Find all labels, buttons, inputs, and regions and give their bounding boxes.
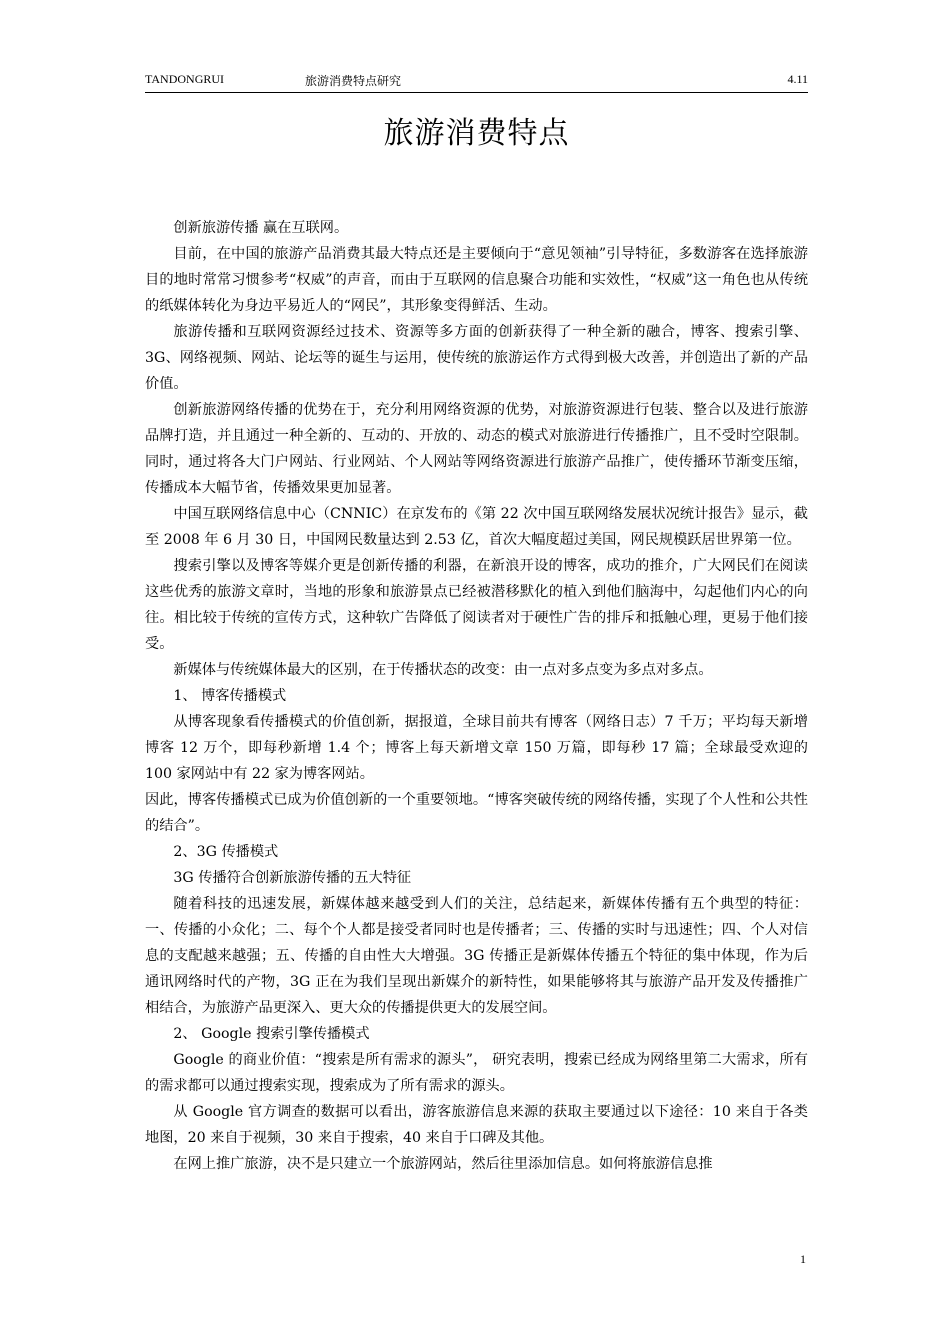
paragraph: 目前，在中国的旅游产品消费其最大特点还是主要倾向于“意见领袖”引导特征，多数游客在选择旅游目的地时常常习惯参考“权威”的声音，而由于互联网的信息聚合功能和实效性，“权威”这一角色也从传统的纸媒体转化为身边平易近人的“网民”，其形象变得鲜活、生动。 bbox=[145, 246, 809, 314]
header-version: 4.11 bbox=[787, 72, 808, 86]
paragraph: 创新旅游传播 赢在互联网。 bbox=[173, 220, 349, 236]
page-header bbox=[145, 72, 808, 93]
paragraph: 创新旅游网络传播的优势在于，充分利用网络资源的优势，对旅游资源进行包装、整合以及进行旅游品牌打造，并且通过一种全新的、互动的、开放的、动态的模式对旅游进行传播推广，且不受时空限制。同时，通过将各大门户网站、行业网站、个人网站等网络资源进行旅游产品推广，使传播环节渐变压缩，传播成本大幅节省，传播效果更加显著。 bbox=[145, 402, 808, 496]
header-doc-title: 旅游消费特点研究 bbox=[305, 74, 402, 88]
paragraph: 2、3G 传播模式 bbox=[173, 844, 279, 860]
paragraph: 从 Google 官方调查的数据可以看出，游客旅游信息来源的获取主要通过以下途径：10 来自于各类地图，20 来自于视频，30 来自于搜索，40 来自于口碑及其他。 bbox=[145, 1104, 808, 1146]
paragraph: 搜索引擎以及博客等媒介更是创新传播的利器，在新浪开设的博客，成功的推介，广大网民们在阅读这些优秀的旅游文章时，当地的形象和旅游景点已经被潜移默化的植入到他们脑海中，勾起他们内心的向往。相比较于传统的宣传方式，这种软广告降低了阅读者对于硬性广告的排斥和抵触心理，更易于他们接受。 bbox=[145, 558, 808, 652]
paragraph: 随着科技的迅速发展，新媒体越来越受到人们的关注，总结起来，新媒体传播有五个典型的特征：一、传播的小众化；二、每个个人都是接受者同时也是传播者；三、传播的实时与迅速性；四、个人对信息的支配越来越强；五、传播的自由性大大增强。3G 传播正是新媒体传播五个特征的集中体现，作为后通讯网络时代的产物，3G 正在为我们呈现出新媒介的新特性，如果能够将其与旅游产品开发及传播推广相结合，为旅游产品更深入、更大众的传播提供更大的发展空间。 bbox=[145, 896, 808, 1016]
paragraph: 旅游传播和互联网资源经过技术、资源等多方面的创新获得了一种全新的融合，博客、搜索引擎、3G、网络视频、网站、论坛等的诞生与运用，使传统的旅游运作方式得到极大改善，并创造出了新的产品价值。 bbox=[145, 324, 808, 392]
paragraph: 因此，博客传播模式已成为价值创新的一个重要领地。“博客突破传统的网络传播，实现了个人性和公共性的结合”。 bbox=[145, 792, 808, 834]
paragraph: Google 的商业价值：“搜索是所有需求的源头”， 研究表明，搜索已经成为网络里第二大需求，所有的需求都可以通过搜索实现，搜索成为了所有需求的源头。 bbox=[145, 1052, 808, 1094]
paragraph: 从博客现象看传播模式的价值创新，据报道，全球目前共有博客（网络日志）7 千万；平均每天新增博客 12 万个，即每秒新增 1.4 个；博客上每天新增文章 150 万篇，即每秒 17 篇；全球最受欢迎的 100 家网站中有 22 家为博客网站。 bbox=[145, 714, 808, 782]
page-title: 旅游消费特点 bbox=[383, 116, 570, 151]
page-number: 1 bbox=[800, 1252, 806, 1266]
paragraph: 新媒体与传统媒体最大的区别，在于传播状态的改变：由一点对多点变为多点对多点。 bbox=[173, 662, 713, 678]
paragraph: 2、 Google 搜索引擎传播模式 bbox=[173, 1026, 370, 1042]
paragraph: 3G 传播符合创新旅游传播的五大特征 bbox=[173, 870, 412, 886]
paragraph: 在网上推广旅游，决不是只建立一个旅游网站，然后往里添加信息。如何将旅游信息推 bbox=[173, 1156, 713, 1172]
document-body bbox=[145, 215, 808, 1177]
header-author: TANDONGRUI bbox=[145, 72, 225, 86]
paragraph: 中国互联网络信息中心（CNNIC）在京发布的《第 22 次中国互联网络发展状况统计报告》显示，截至 2008 年 6 月 30 日，中国网民数量达到 2.53 亿，首次大幅度超过美国，网民规模跃居世界第一位。 bbox=[145, 506, 808, 548]
paragraph: 1、 博客传播模式 bbox=[173, 688, 287, 704]
